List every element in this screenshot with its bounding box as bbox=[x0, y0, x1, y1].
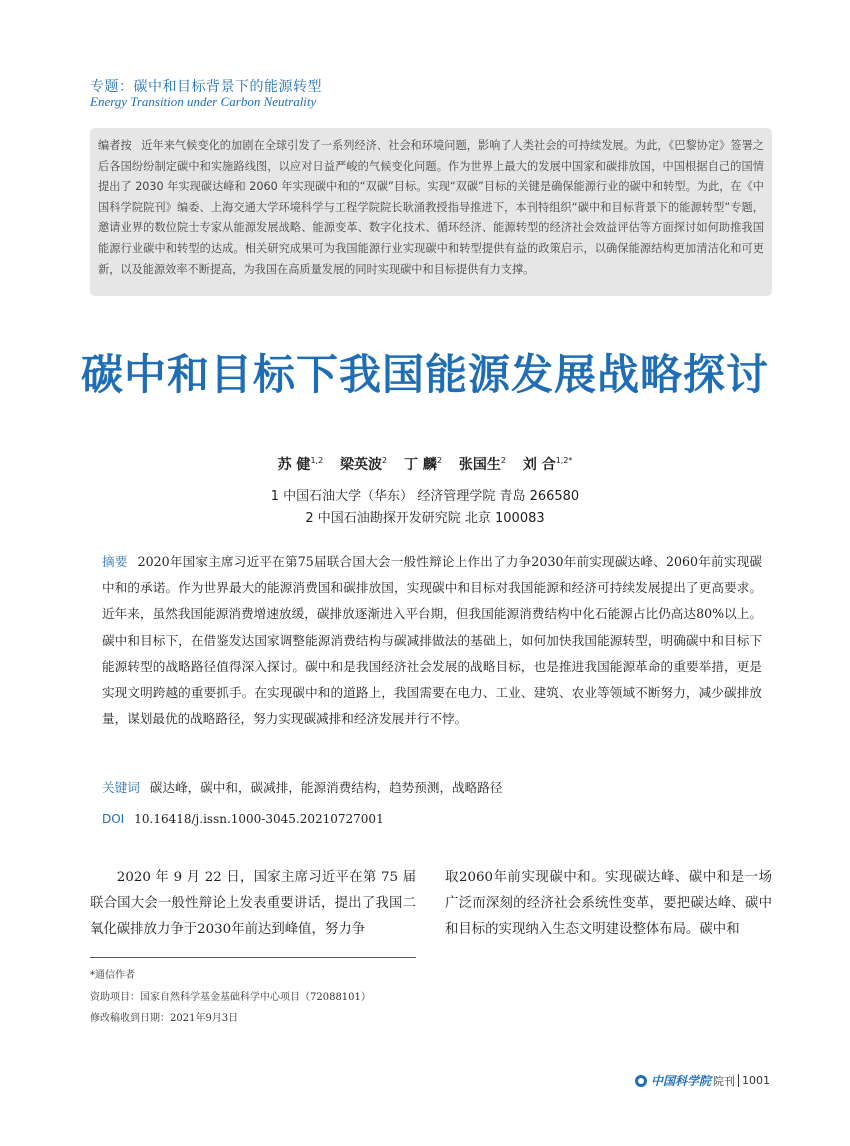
paper-title: 碳中和目标下我国能源发展战略探讨 bbox=[80, 350, 769, 399]
keywords-label: 关键词 bbox=[102, 780, 140, 795]
footnote-corresponding: *通信作者 bbox=[90, 970, 135, 981]
footer-journal: 院刊 bbox=[713, 1074, 735, 1088]
editor-note bbox=[90, 128, 772, 296]
author bbox=[523, 457, 573, 473]
keywords bbox=[102, 777, 502, 796]
doi-label: DOI bbox=[102, 812, 125, 826]
footnote-funding: 资助项目：国家自然科学基金基础科学中心项目（72088101） bbox=[90, 992, 371, 1003]
special-topic-title: 专题：碳中和目标背景下的能源转型 bbox=[90, 79, 322, 95]
author-name: 刘 合 bbox=[522, 457, 556, 473]
author-name: 苏 健 bbox=[277, 457, 311, 473]
body-column-left: 2020 年 9 月 22 日，国家主席习近平在第 75 届联合国大会一般性辩论上发表重要讲话，提出了我国二氧化碳排放力争于2030年前达到峰值，努力争 bbox=[90, 870, 416, 937]
page-footer bbox=[635, 1072, 770, 1089]
footer-separator bbox=[738, 1074, 739, 1087]
abstract-label: 摘要 bbox=[102, 554, 128, 569]
author-name: 张国生 bbox=[458, 457, 501, 473]
footnote-divider bbox=[90, 957, 416, 958]
editor-note-text: 近年来气候变化的加剧在全球引发了一系列经济、社会和环境问题，影响了人类社会的可持续发展。为此，《巴黎协定》签署之后各国纷纷制定碳中和实施路线图，以应对日益严峻的气候变化问题。作为世界上最大的发展中国家和碳排放国，中国根据自己的国情提出了 2030 年实现碳达峰和 2060 年实现碳中和的“双碳”目标。实现“双碳”目标的关键是确保能源行业的碳中和转型。为此，在《中国科学院院刊》编委、上海交通大学环境科学与工程学院院长耿涌教授指导推进下，本刊特组织“碳中和目标背景下的能源转型”专题，邀请业界的数位院士专家从能源发展战略、能源变革、数字化技术、循环经济、能源转型的经济社会效益评估等方面探讨如何助推我国能源行业碳中和转型的达成。相关研究成果可为我国能源行业实现碳中和转型提供有益的政策启示，以确保能源结构更加清洁化和可更新，以及能源效率不断提高，为我国在高质量发展的同时实现碳中和目标提供有力支撑。 bbox=[98, 139, 764, 276]
abstract-text: 2020年国家主席习近平在第75届联合国大会一般性辩论上作出了力争2030年前实现碳达峰、2060年前实现碳中和的承诺。作为世界最大的能源消费国和碳排放国，实现碳中和目标对我国能源和经济可持续发展提出了更高要求。近年来，虽然我国能源消费增速放缓，碳排放逐渐进入平台期，但我国能源消费结构中化石能源占比仍高达80%以上。碳中和目标下，在借鉴发达国家调整能源消费结构与碳减排做法的基础上，如何加快我国能源转型，明确碳中和目标下能源转型的战略路径值得深入探讨。碳中和是我国经济社会发展的战略目标，也是推进我国能源革命的重要举措，更是实现文明跨越的重要抓手。在实现碳中和的道路上，我国需要在电力、工业、建筑、农业等领域不断努力，减少碳排放量，谋划最优的战略路径，努力实现碳减排和经济发展并行不悖。 bbox=[102, 554, 762, 727]
special-topic-title-en: Energy Transition under Carbon Neutrality bbox=[90, 94, 317, 109]
page-number: 1001 bbox=[742, 1074, 770, 1087]
cas-logo-icon bbox=[635, 1075, 647, 1087]
affiliation-2: 2 中国石油勘探开发研究院 北京 100083 bbox=[305, 511, 545, 526]
author bbox=[278, 457, 324, 473]
author bbox=[459, 457, 506, 473]
doi bbox=[102, 812, 384, 826]
author-affiliation-mark: 2 bbox=[436, 456, 442, 465]
footnote-received: 修改稿收到日期：2021年9月3日 bbox=[90, 1013, 239, 1024]
keywords-text: 碳达峰，碳中和，碳减排，能源消费结构，趋势预测，战略路径 bbox=[149, 780, 503, 795]
author bbox=[404, 457, 442, 473]
editor-note-label: 编者按 bbox=[98, 139, 132, 152]
affiliation-1: 1 中国石油大学（华东） 经济管理学院 青岛 266580 bbox=[270, 489, 580, 504]
author-affiliation-mark: 1,2* bbox=[555, 456, 573, 465]
body-column-right: 取2060年前实现碳中和。实现碳达峰、碳中和是一场广泛而深刻的经济社会系统性变革，要把碳达峰、碳中和目标的实现纳入生态文明建设整体布局。碳中和 bbox=[445, 870, 772, 937]
author-affiliation-mark: 1,2 bbox=[310, 456, 324, 465]
author-name: 梁英波 bbox=[340, 457, 383, 473]
author-affiliation-mark: 2 bbox=[500, 456, 506, 465]
author-list bbox=[0, 454, 850, 474]
doi-value[interactable]: 10.16418/j.issn.1000-3045.20210727001 bbox=[134, 812, 384, 826]
author-affiliation-mark: 2 bbox=[382, 456, 388, 465]
footer-logo-text: 中国科学院 bbox=[650, 1074, 711, 1088]
author bbox=[340, 457, 387, 473]
abstract bbox=[102, 549, 762, 732]
author-name: 丁 麟 bbox=[404, 457, 437, 473]
